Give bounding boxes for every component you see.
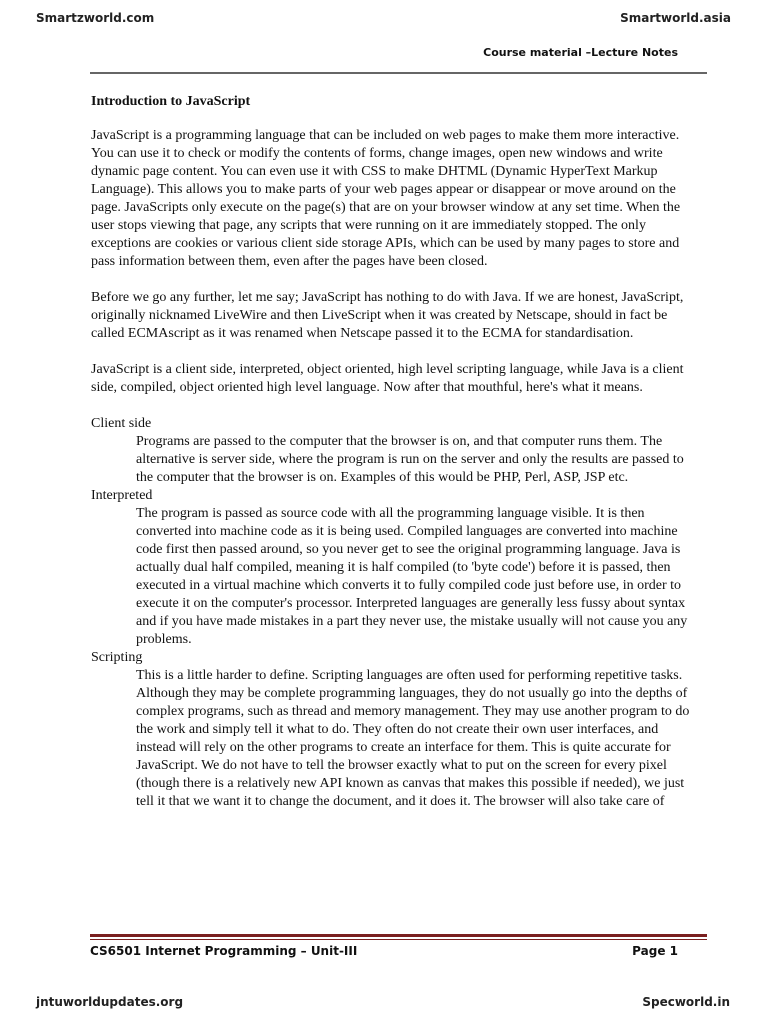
- header-rule: [90, 72, 707, 74]
- footer-rule-thin: [90, 939, 707, 940]
- paragraph: JavaScript is a programming language that can be included on web pages to make them more interactive. You can use it to check or modify the contents of forms, change images, open new windows and write dynamic page content. You can even use it with CSS to make DHTML (Dynamic HyperText Markup Language). This allows you to make parts of your web pages appear or disappear or move around on the page. JavaScripts only execute on the page(s) that are on your browser window at any set time. When the user stops viewing that page, any scripts that were running on it are immediately stopped. The only exceptions are cookies or various client side storage APIs, which can be used by many pages to store and pass information between them, even after the pages have been closed.: [91, 128, 681, 269]
- definition-term: Scripting: [91, 650, 143, 665]
- header-course-material: Course material –Lecture Notes: [483, 46, 678, 59]
- definition-term: Client side: [91, 416, 152, 431]
- definition-desc: This is a little harder to define. Scripting languages are often used for performing repetitive tasks. Although they may be complete programming languages, they do not usually go into the depths of complex programs, such as thread and memory management. They may use another program to do the work and simply tell it what to do. They often do not create their own user interfaces, and instead will rely on the other programs to create an interface for them. This is quite accurate for JavaScript. We do not have to tell the browser exactly what to put on the screen for every pixel (though there is a relatively new API known as canvas that makes this possible if needed), we just tell it that we want it to change the document, and it does it. The browser will also take care of: [136, 668, 690, 809]
- footer-page-number: Page 1: [632, 944, 678, 958]
- definition-term: Interpreted: [91, 488, 153, 503]
- document-body: [91, 93, 691, 811]
- site-watermark-top-left: Smartzworld.com: [36, 11, 155, 25]
- site-watermark-bottom-left: jntuworldupdates.org: [36, 995, 184, 1009]
- paragraph: Before we go any further, let me say; JavaScript has nothing to do with Java. If we are honest, JavaScript, originally nicknamed LiveWire and then LiveScript when it was created by Netscape, should in fact be called ECMAscript as it was renamed when Netscape passed it to the ECMA for standardisation.: [91, 290, 684, 341]
- footer-course-title: CS6501 Internet Programming – Unit-III: [90, 944, 358, 958]
- definition-desc: The program is passed as source code with all the programming language visible. It is then converted into machine code as it is being used. Compiled languages are converted into machine code first then passed around, so you never get to see the original programming language. Java is actually dual half compiled, meaning it is half compiled (to 'byte code') before it is passed, then executed in a virtual machine which converts it to fully compiled code just before use, in order to execute it on the computer's processor. Interpreted languages are generally less fussy about syntax and if you have made mistakes in a part they never use, the mistake usually will not cause you any problems.: [136, 506, 688, 647]
- paragraph: JavaScript is a client side, interpreted, object oriented, high level scripting language, while Java is a client side, compiled, object oriented high level language. Now after that mouthful, here's what it means.: [91, 362, 684, 395]
- section-title: Introduction to JavaScript: [91, 94, 251, 109]
- definition-desc: Programs are passed to the computer that the browser is on, and that computer runs them. The alternative is server side, where the program is run on the server and only the results are passed to the computer that the browser is on. Examples of this would be PHP, Perl, ASP, JSP etc.: [136, 434, 684, 485]
- footer-rule-thick: [90, 934, 707, 937]
- site-watermark-bottom-right: Specworld.in: [642, 995, 730, 1009]
- site-watermark-top-right: Smartworld.asia: [620, 11, 731, 25]
